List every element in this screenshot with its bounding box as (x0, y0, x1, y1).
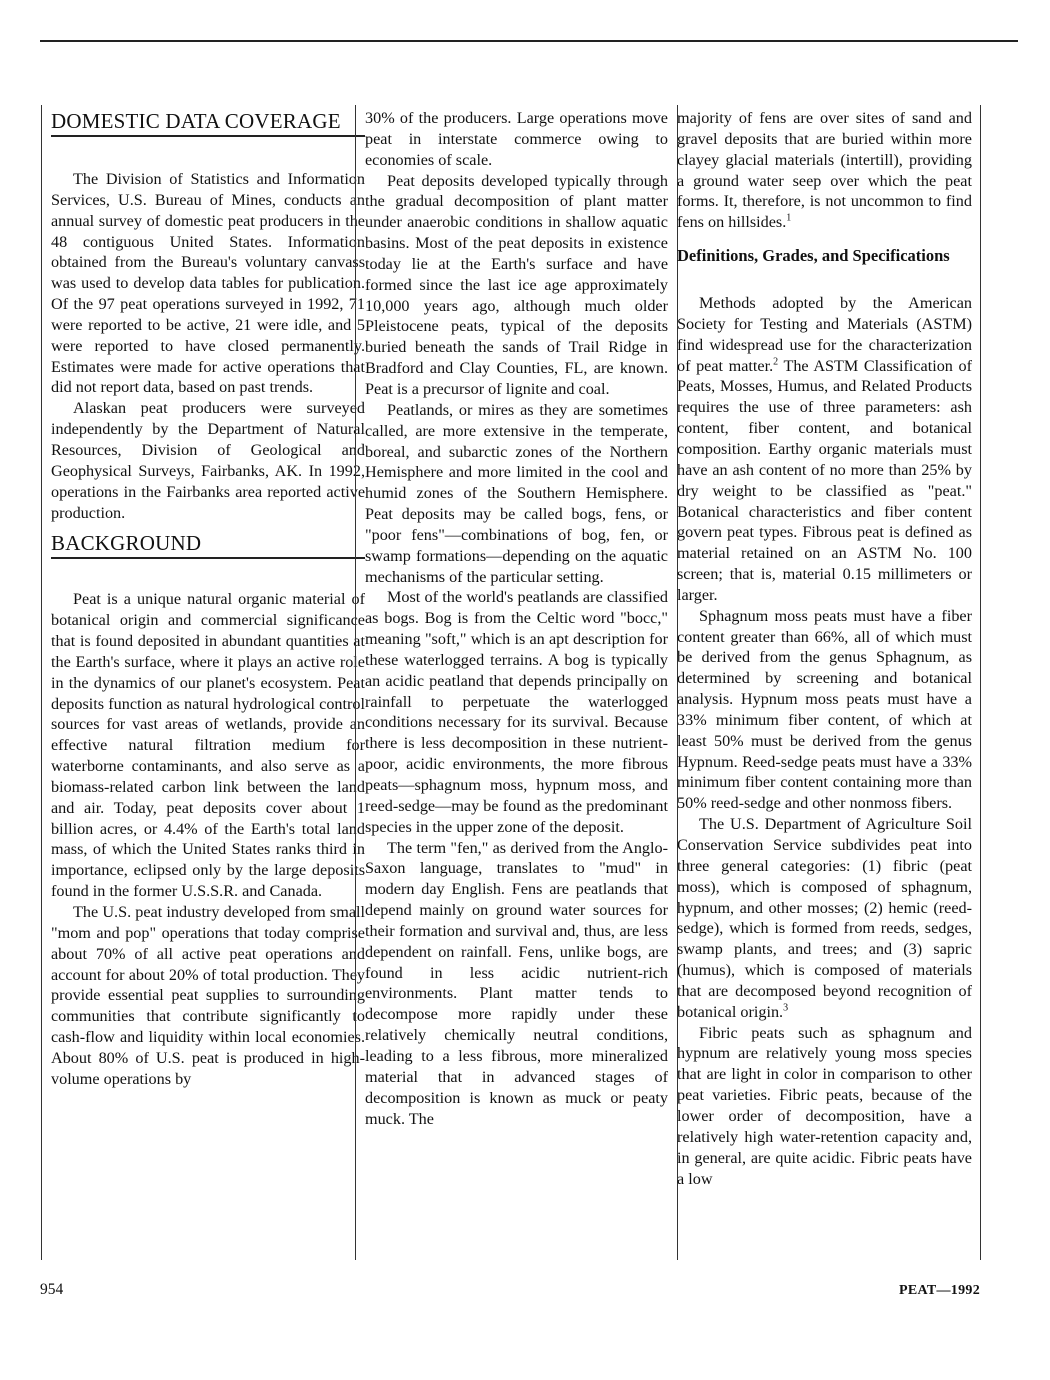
paragraph: Peat deposits developed typically through the gradual decomposition of plant matter under anaerobic conditions in shallow aquatic basins. Most of the peat deposits in existence today lie at the Earth's surface and have formed since the last ice age approximately 10,000 years ago, although much older Pleistocene peats, typical of the deposits buried beneath the sands of Trail Ridge in Bradford and Clay Counties, FL, are known. Peat is a precursor of lignite and coal. (365, 171, 668, 398)
heading-background: BACKGROUND (51, 531, 365, 559)
running-title: PEAT—1992 (899, 1283, 980, 1298)
paragraph-text: The ASTM Classification of Peats, Mosses, Humus, and Related Products requires the use of three parameters: ash content, fiber content, and botanical composition. Earthy organic materials must have an ash content of no more than 25% by dry weight to be classified as "peat." Botanical characteristics and fiber content govern peat types. Fibrous peat is defined as material retained on an ASTM No. 100 screen; that is, material 0.15 millimeters or larger. (677, 356, 972, 604)
paragraph: Most of the world's peatlands are classified as bogs. Bog is from the Celtic word "bocc," meaning "soft," which is an apt description for these waterlogged terrains. A bog is typically an acidic peatland that depends principally on rainfall to perpetuate the waterlogged conditions necessary for its survival. Because there is less decomposition in these nutrient-poor, acidic environments, the more fibrous peats—sphagnum moss, hypnum moss, and reed-sedge—may be found as the predominant species in the upper zone of the deposit. (365, 588, 668, 836)
subheading-definitions: Definitions, Grades, and Specifications (677, 246, 950, 266)
paragraph: Peatlands, or mires as they are sometimes called, are more extensive in the temperate, boreal, and subarctic zones of the Northern Hemisphere and more limited in the cool and humid zones of the Southern Hemisphere. Peat deposits may be called bogs, fens, or "poor fens"—combinations of bog, fen, or swamp formations—depending on the aquatic mechanisms of the particular setting. (365, 400, 668, 586)
page-number: 954 (40, 1281, 64, 1298)
paragraph: Fibric peats such as sphagnum and hypnum are relatively young moss species that are light in color in comparison to other peat varieties. Fibric peats, because of the lower order of decomposition, have a relatively high water-retention capacity and, in general, are quite acidic. Fibric peats have a low (677, 1023, 972, 1188)
footnote-marker: 2 (773, 356, 779, 368)
paragraph-text: majority of fens are over sites of sand and gravel deposits that are buried within more clayey glacial materials (intertill), providing a ground water seep over which the peat forms. It, therefore, is not uncommon to find fens on hillsides. (677, 109, 972, 232)
heading-domestic-data-coverage: DOMESTIC DATA COVERAGE (51, 109, 365, 137)
paragraph: The U.S. peat industry developed from small "mom and pop" operations that today comprise about 70% of all active peat operations and account for about 20% of total production. They provide essential peat supplies to surrounding communities that contribute significantly to cash-flow and liquidity within local economies. About 80% of U.S. peat is produced in high-volume operations by (51, 903, 365, 1088)
paragraph: The term "fen," as derived from the Anglo-Saxon language, translates to "mud" in modern day English. Fens are peatlands that depend mainly on ground water sources for their formation and survival and, thus, are less dependent on rainfall. Fens, unlike bogs, are found in less acidic nutrient-rich environments. Plant matter tends to decompose more rapidly under these relatively chemically neutral conditions, leading to a less fibrous, more mineralized material that in advanced stages of decomposition is known as muck or peaty muck. The (365, 838, 668, 1128)
footnote-marker: 3 (783, 1002, 789, 1014)
paragraph (677, 814, 972, 1022)
paragraph (677, 108, 972, 233)
paragraph: 30% of the producers. Large operations move peat in interstate commerce owing to economies of scale. (365, 109, 668, 169)
paragraph (677, 293, 972, 606)
top-rule (40, 40, 1018, 42)
paragraph-text: Methods adopted by the American Society for Testing and Materials (ASTM) find widespread use for the characterization of peat matter. (677, 294, 972, 375)
paragraph: Sphagnum moss peats must have a fiber content greater than 66%, all of which must be derived from the genus Sphagnum, as determined by screening and botanical analysis. Hypnum moss peats must have a 33% minimum fiber content, of which at least 50% must be derived from the genus Hypnum. Reed-sedge peats must have a 33% minimum fiber content containing more than 50% reed-sedge and other nonmoss fibers. (677, 606, 972, 813)
paragraph: The Division of Statistics and Information Services, U.S. Bureau of Mines, conducts an annual survey of domestic peat producers in the 48 contiguous United States. Information obtained from the Bureau's voluntary canvass was used to develop data tables for publication. Of the 97 peat operations surveyed in 1992, 71 were reported to be active, 21 were idle, and 5 were reported to have closed permanently. Estimates were made for active operations that did not report data, based on past trends. (51, 170, 365, 397)
column-3 (677, 105, 981, 1260)
footnote-marker: 1 (786, 212, 792, 224)
paragraph: Alaskan peat producers were surveyed independently by the Department of Natural Resources, Division of Geological and Geophysical Surveys, Fairbanks, AK. In 1992, operations in the Fairbanks area reported active production. (51, 399, 365, 522)
column-2 (355, 105, 678, 1260)
column-1 (41, 105, 365, 1260)
paragraph: Peat is a unique natural organic material of botanical origin and commercial significance that is found deposited in abundant quantities at the Earth's surface, where it plays an active role in the dynamics of our planet's ecosystem. Peat deposits function as natural hydrological control sources for vast areas of wetlands, provide an effective natural filtration medium for waterborne contaminants, and also serve as a biomass-related carbon link between the land and air. Today, peat deposits cover about 1 billion acres, or 4.4% of the Earth's total land mass, of which the United States ranks third in importance, eclipsed only by the large deposits found in the former U.S.S.R. and Canada. (51, 590, 365, 901)
paragraph-text: The U.S. Department of Agriculture Soil Conservation Service subdivides peat into three general categories: (1) fibric (peat moss), which is composed of sphagnum, hypnum, and other mosses; (2) hemic (reed-sedge), which is formed from reeds, sedges, swamp plants, and trees; and (3) sapric (humus), which is composed of materials that are decomposed beyond recognition of botanical origin. (677, 815, 972, 1021)
